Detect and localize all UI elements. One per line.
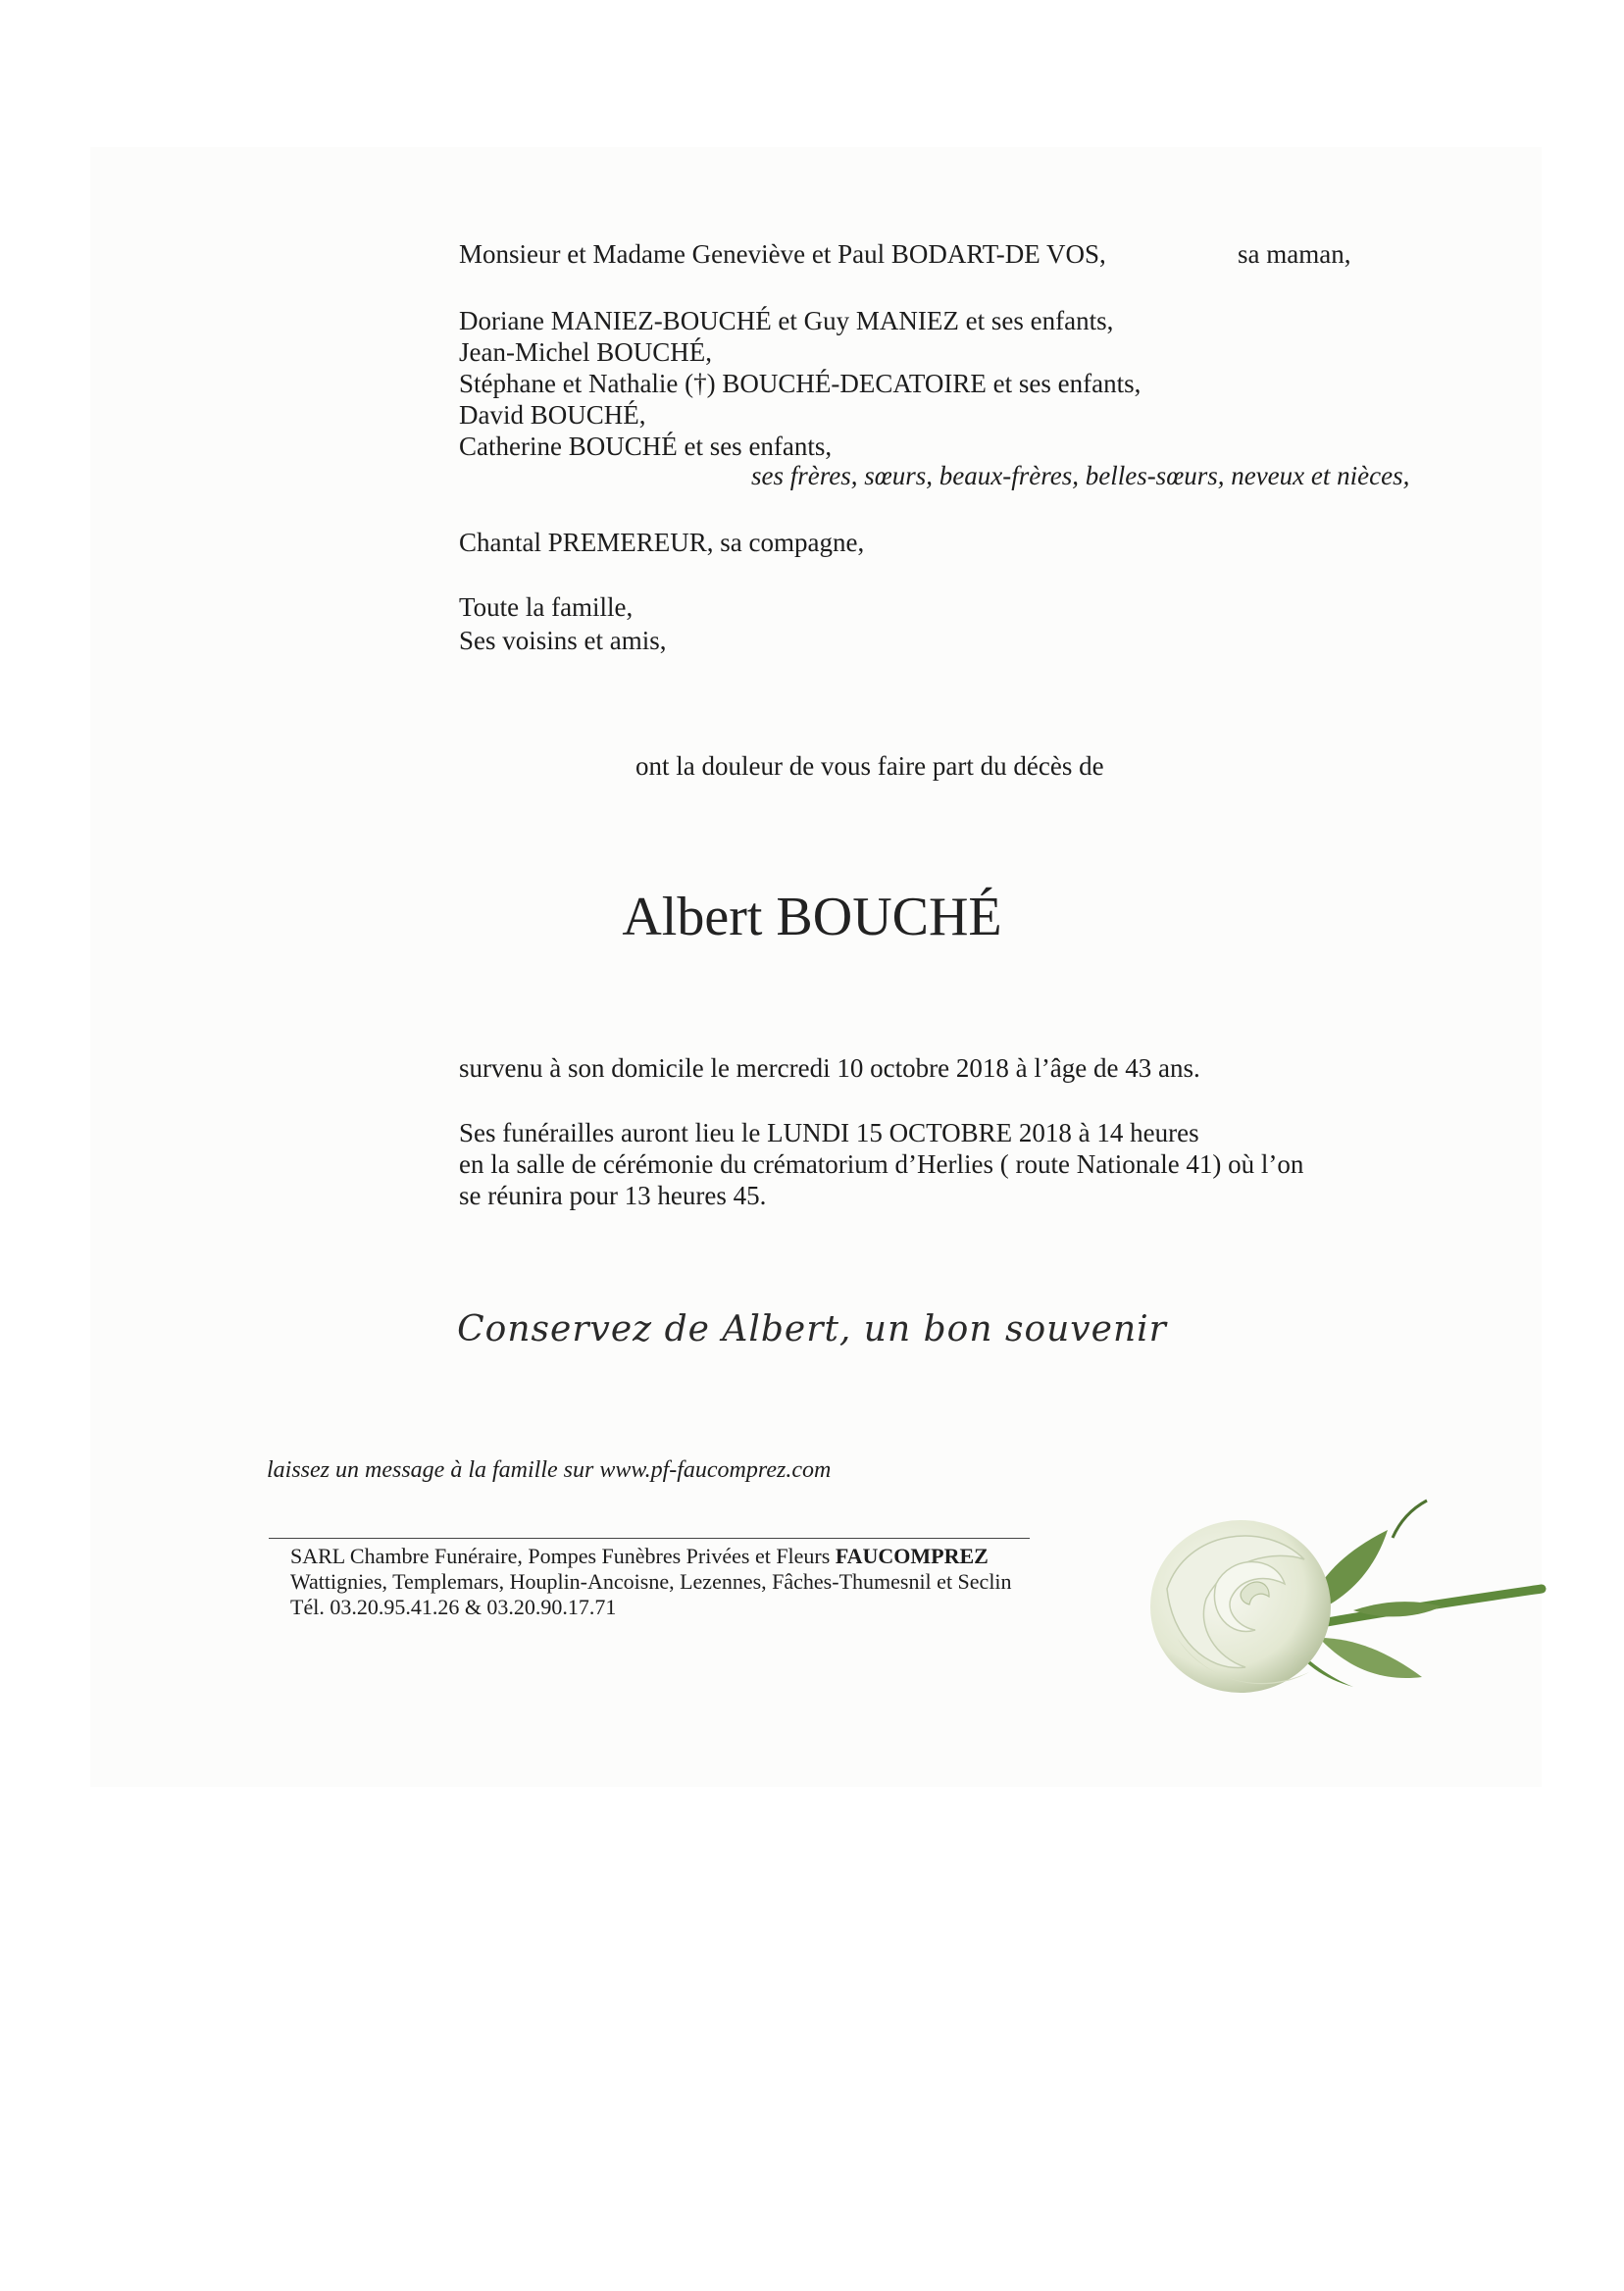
company-line-1 (290, 1544, 989, 1569)
footer-rule (269, 1538, 1030, 1539)
company-description: SARL Chambre Funéraire, Pompes Funèbres Privées et Fleurs (290, 1544, 831, 1568)
farewell-message: Conservez de Albert, un bon souvenir (457, 1309, 1167, 1349)
sibling-line: Stéphane et Nathalie (†) BOUCHÉ-DECATOIRE et ses enfants, (459, 369, 1142, 398)
company-brand: FAUCOMPREZ (835, 1544, 989, 1568)
family-line: Toute la famille, (459, 592, 634, 622)
sibling-line: Catherine BOUCHÉ et ses enfants, (459, 432, 833, 461)
funeral-line: se réunira pour 13 heures 45. (459, 1181, 767, 1210)
funeral-line: en la salle de cérémonie du crématorium d’Herlies ( route Nationale 41) où l’on (459, 1149, 1304, 1179)
funeral-line: Ses funérailles auront lieu le LUNDI 15 OCTOBRE 2018 à 14 heures (459, 1118, 1199, 1147)
deceased-name: Albert BOUCHÉ (622, 887, 1002, 947)
death-details: survenu à son domicile le mercredi 10 octobre 2018 à l’âge de 43 ans. (459, 1053, 1200, 1083)
sibling-line: Doriane MANIEZ-BOUCHÉ et Guy MANIEZ et ses enfants, (459, 306, 1114, 335)
mother-name: Monsieur et Madame Geneviève et Paul BODART-DE VOS, (459, 239, 1106, 269)
partner-line: Chantal PREMEREUR, sa compagne, (459, 528, 865, 557)
message-link[interactable]: laissez un message à la famille sur www.pf-faucomprez.com (267, 1457, 832, 1483)
sibling-line: David BOUCHÉ, (459, 400, 646, 430)
siblings-relation: ses frères, sœurs, beaux-frères, belles-sœurs, neveux et nièces, (751, 461, 1410, 490)
friends-line: Ses voisins et amis, (459, 626, 667, 655)
company-phone: Tél. 03.20.95.41.26 & 03.20.90.17.71 (290, 1595, 617, 1619)
white-rose-image (1147, 1491, 1549, 1711)
mother-relation: sa maman, (1238, 239, 1351, 269)
company-locations: Wattignies, Templemars, Houplin-Ancoisne, Lezennes, Fâches-Thumesnil et Seclin (290, 1569, 1012, 1594)
announcement-text: ont la douleur de vous faire part du décès de (635, 751, 1104, 781)
sibling-line: Jean-Michel BOUCHÉ, (459, 337, 712, 367)
